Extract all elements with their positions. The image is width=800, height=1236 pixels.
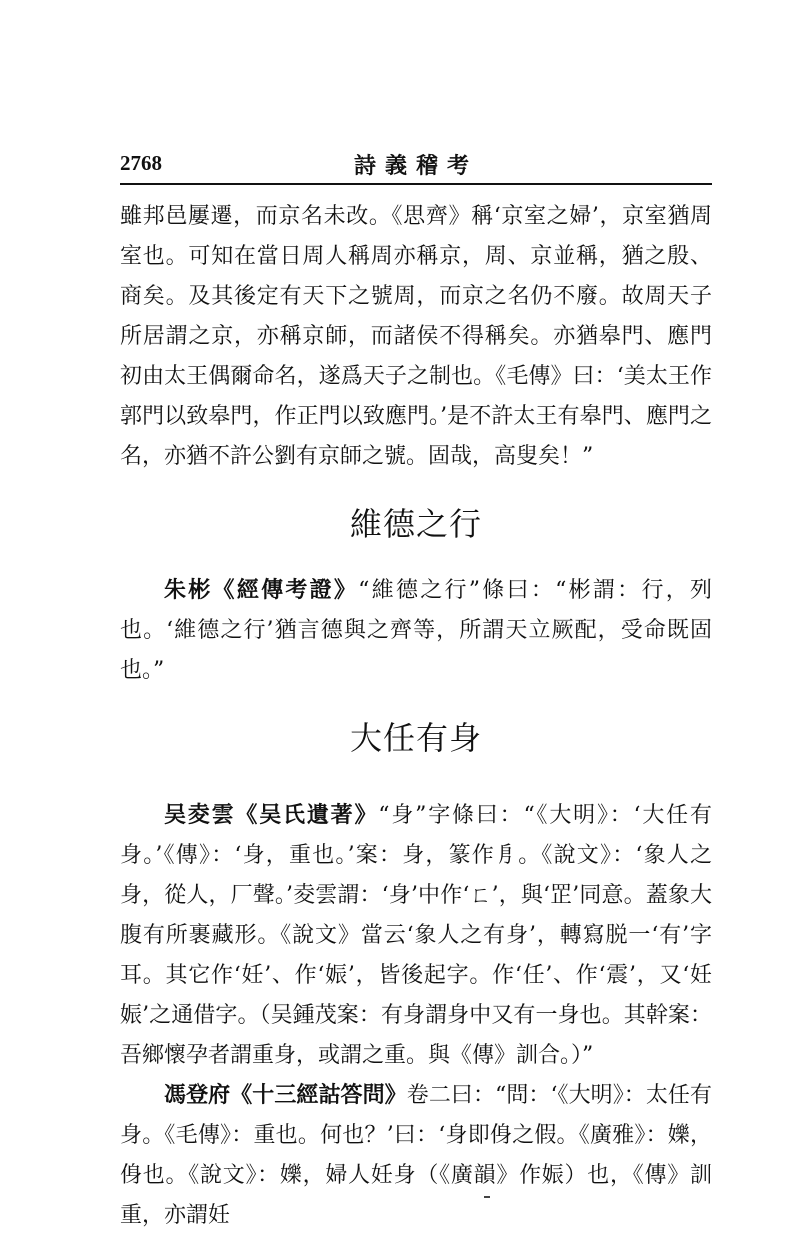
page-number: 2768 <box>120 151 162 175</box>
entry-text: 卷二曰：“問：‘《大明》：太任有身。《毛傳》：重也。何也？’曰：‘身即㑗之假。《廣雅》：㜰，㑗也。《說文》：㜰，婦人妊身（《廣韻》作娠）也，《傳》訓重，亦謂妊 <box>120 1083 712 1228</box>
entry-paragraph <box>120 796 712 1076</box>
continued-paragraph: 雖邦邑屢遷，而京名未改。《思齊》稱‘京室之婦’，京室猶周室也。可知在當日周人稱周亦稱京，周、京並稱，猶之殷、商矣。及其後定有天下之號周，而京之名仍不廢。故周天子所居謂之京，亦稱京師，而諸侯不得稱矣。亦猶皋門、應門初由太王偶爾命名，遂爲天子之制也。《毛傳》曰：‘美太王作郭門以致皋門，作正門以致應門。’是不許太王有皋門、應門之名，亦猶不許公劉有京師之號。固哉，高叟矣！” <box>120 204 712 469</box>
page-body <box>120 197 712 1236</box>
entry-author: 吴夌雲《吴氏遺著》 <box>164 803 379 828</box>
entry-paragraph <box>120 571 712 691</box>
entry-author: 馮登府《十三經詁答問》 <box>164 1083 407 1108</box>
section-heading-darenyoushen: 大任有身 <box>349 719 482 757</box>
entry-text: “身”字條曰：“《大明》：‘大任有身。’《傳》：‘身，重也。’案：身，篆作㐆。《說文》：‘象人之身，從人，厂聲。’夌雲謂：‘身’中作‘ㄈ’，與‘𦊆’同意。蓋象大腹有所裹藏形。《說文》當云‘象人之有身’，轉寫脱一‘有’字耳。其它作‘妊’、作‘娠’，皆後起字。作‘任’、作‘震’，又‘妊娠’之通借字。（吴鍾茂案：有身謂身中又有一身也。其幹案：吾鄉懷孕者謂重身，或謂之重。與《傳》訓合。）” <box>120 803 712 1068</box>
running-title: 詩義稽考 <box>353 153 478 179</box>
entry-paragraph <box>120 1076 712 1236</box>
entry-author: 朱彬《經傳考證》 <box>164 578 359 603</box>
running-header <box>120 147 712 185</box>
section-heading-weide: 維德之行 <box>349 505 482 543</box>
footer-mark <box>484 1196 490 1198</box>
entry-text: “維德之行”條曰：“彬謂：行，列也。‘維德之行’猶言德與之齊等，所謂天立厥配，受命既固也。” <box>120 578 712 683</box>
